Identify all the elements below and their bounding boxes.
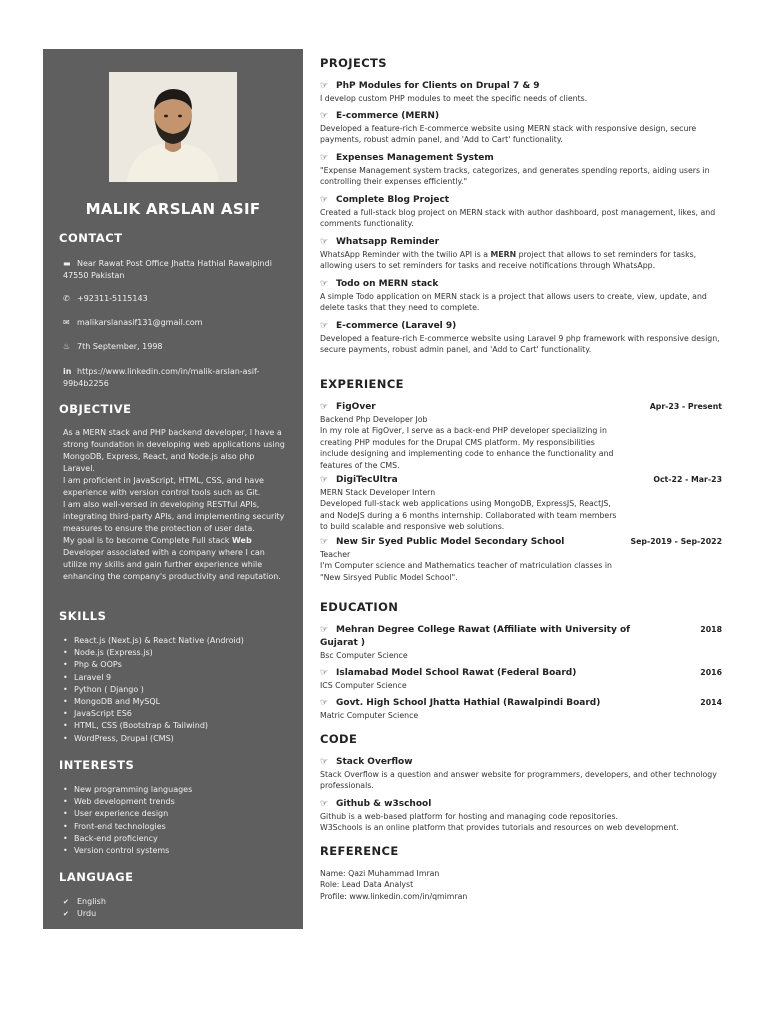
project-title: E-commerce (Laravel 9) (336, 321, 457, 331)
experience-role: Backend Php Developer Job (320, 415, 428, 424)
experience-description: In my role at FigOver, I serve as a back-end PHP developer specializing in creating PHP modules for the Drupal CMS platform. My responsibilities include designing and implementing code to enhance the functionality and features of the CMS. (320, 426, 614, 470)
project-title: Todo on MERN stack (336, 279, 439, 289)
experience-item (320, 401, 722, 471)
project-description: "Expense Management system tracks, categorizes, and generates spending reports, aiding users in controlling their expenses efficiently." (320, 166, 710, 187)
contact-phone (63, 293, 288, 305)
contact-heading: CONTACT (59, 231, 123, 245)
project-description: Developed a feature-rich E-commerce website using MERN stack with responsive design, secure payments, robust admin panel, and 'Add to Cart' functionality. (320, 124, 697, 145)
project-item (320, 110, 722, 146)
objective-paragraph: As a MERN stack and PHP backend developer, I have a strong foundation in developing web applications using MongoDB, Express, React, and Node.js also php Laravel. (63, 428, 285, 473)
pointing-hand-icon: ☞ (320, 153, 329, 163)
code-heading: CODE (320, 732, 358, 746)
education-degree: Bsc Computer Science (320, 651, 408, 660)
experience-date: Apr-23 - Present (649, 402, 722, 411)
project-title: Complete Blog Project (336, 195, 450, 205)
project-item (320, 194, 722, 230)
experience-company: FigOver (336, 402, 376, 412)
education-item (320, 667, 722, 691)
objective-goal-text: My goal is to become Complete Full stack (63, 536, 232, 545)
code-description: Stack Overflow is a question and answer website for programmers, developers, and other technology professionals. (320, 770, 717, 791)
contact-linkedin[interactable] (63, 366, 288, 390)
code-item (320, 756, 722, 792)
objective-paragraph (63, 535, 285, 583)
project-item (320, 278, 722, 314)
reference-profile[interactable]: Profile: www.linkedin.com/in/qmimran (320, 891, 468, 901)
code-description: W3Schools is an online platform that provides tutorials and resources on web development. (320, 823, 679, 833)
list-item: • Back-end proficiency (63, 833, 288, 845)
list-item: • WordPress, Drupal (CMS) (63, 733, 288, 745)
objective-goal-text-rest: Developer associated with a company where I can utilize my skills and gain further experience while enhancing the company's productivity and reputation. (63, 548, 281, 581)
experience-date: Oct-22 - Mar-23 (653, 475, 722, 484)
pointing-hand-icon: ☞ (320, 475, 329, 485)
list-item: • React.js (Next.js) & React Native (Android) (63, 635, 288, 647)
experience-item (320, 536, 722, 583)
project-title: PhP Modules for Clients on Drupal 7 & 9 (336, 81, 540, 91)
list-item: • Front-end technologies (63, 821, 288, 833)
objective-paragraph: I am also well-versed in developing RESTful APIs, integrating third-party APIs, and implementing security measures to ensure the protection of user data. (63, 500, 285, 533)
objective-text (63, 427, 285, 583)
profile-name: MALIK ARSLAN ASIF (85, 200, 261, 218)
education-year: 2018 (700, 625, 722, 634)
skills-list (63, 635, 288, 745)
pointing-hand-icon: ☞ (320, 757, 329, 767)
objective-paragraph: I am proficient in JavaScript, HTML, CSS, and have experience with version control tools such as Git. (63, 476, 264, 497)
experience-description: Developed full-stack web applications using MongoDB, ExpressJS, ReactJS, and NodeJS during a 6 months internship. Collaborated with team members to build scalable and responsive web solutions. (320, 499, 617, 532)
contact-email[interactable] (63, 317, 288, 329)
experience-company: New Sir Syed Public Model Secondary School (336, 537, 565, 547)
reference-heading: REFERENCE (320, 844, 399, 858)
experience-role: Teacher (320, 550, 351, 559)
project-item (320, 80, 722, 104)
interests-list (63, 784, 288, 857)
pointing-hand-icon: ☞ (320, 402, 329, 412)
pointing-hand-icon: ☞ (320, 111, 329, 121)
phone-icon: ✆ (63, 294, 70, 303)
pointing-hand-icon: ☞ (320, 698, 329, 708)
pointing-hand-icon: ☞ (320, 81, 329, 91)
language-list (63, 896, 288, 920)
pointing-hand-icon: ☞ (320, 799, 329, 809)
linkedin-icon: in (63, 367, 72, 376)
project-description (320, 249, 722, 272)
reference-role: Role: Lead Data Analyst (320, 880, 414, 890)
phone-text: +92311-5115143 (77, 294, 148, 303)
education-school: Islamabad Model School Rawat (Federal Board) (336, 668, 577, 678)
list-item: • JavaScript ES6 (63, 708, 288, 720)
project-title: Whatsapp Reminder (336, 237, 440, 247)
email-text[interactable]: malikarslanasif131@gmail.com (77, 318, 203, 327)
education-heading: EDUCATION (320, 600, 399, 614)
pointing-hand-icon: ☞ (320, 537, 329, 547)
project-description: I develop custom PHP modules to meet the specific needs of clients. (320, 94, 588, 103)
experience-item (320, 474, 722, 533)
education-year: 2016 (700, 668, 722, 677)
code-item (320, 798, 722, 834)
experience-company: DigiTecUltra (336, 475, 398, 485)
project-description: Developed a feature-rich E-commerce website using Laravel 9 php framework with responsive design, secure payments, robust admin panel, and 'Add to Cart' functionality. (320, 334, 720, 355)
list-item: • Node.js (Express.js) (63, 647, 288, 659)
list-item: • Web development trends (63, 796, 288, 808)
list-item: • User experience design (63, 808, 288, 820)
project-desc-text: WhatsApp Reminder with the twilio API is a (320, 250, 491, 259)
profile-photo (109, 72, 237, 182)
portrait-image (109, 72, 237, 182)
list-item: • Php & OOPs (63, 659, 288, 671)
birthday-cake-icon: ♨ (63, 342, 71, 351)
education-item (320, 624, 722, 661)
pointing-hand-icon: ☞ (320, 195, 329, 205)
list-item: • Python ( Django ) (63, 684, 288, 696)
list-item: ✔ English (63, 896, 288, 908)
pointing-hand-icon: ☞ (320, 625, 329, 635)
list-item: ✔ Urdu (63, 908, 288, 920)
address-card-icon: ▬ (63, 259, 71, 268)
project-desc-bold: MERN (490, 250, 517, 259)
interests-heading: INTERESTS (59, 758, 135, 772)
contact-address (63, 258, 288, 282)
envelope-icon: ✉ (63, 318, 70, 327)
project-item (320, 236, 722, 272)
experience-description: I'm Computer science and Mathematics teacher of matriculation classes in "New Sirsyed Public Model School". (320, 561, 612, 582)
reference-name: Name: Qazi Muhammad Imran (320, 869, 440, 878)
list-item: • New programming languages (63, 784, 288, 796)
code-title: Github & w3school (336, 799, 432, 809)
objective-heading: OBJECTIVE (59, 402, 132, 416)
reference-block (320, 868, 722, 902)
experience-role: MERN Stack Developer Intern (320, 488, 436, 497)
project-title: E-commerce (MERN) (336, 111, 440, 121)
education-school: Govt. High School Jhatta Hathial (Rawalpindi Board) (336, 698, 601, 708)
linkedin-text[interactable]: https://www.linkedin.com/in/malik-arslan-asif-99b4b2256 (63, 367, 260, 388)
sidebar (43, 49, 303, 929)
pointing-hand-icon: ☞ (320, 321, 329, 331)
experience-date: Sep-2019 - Sep-2022 (630, 537, 722, 546)
objective-goal-bold: Web (231, 536, 252, 545)
project-desc-text-rest: project that allows to set reminders for tasks, allowing users to set reminders for tasks and receive notifications through WhatsApp. (320, 250, 697, 271)
list-item: • Laravel 9 (63, 672, 288, 684)
project-title: Expenses Management System (336, 153, 494, 163)
skills-heading: SKILLS (59, 609, 107, 623)
education-degree: Matric Computer Science (320, 711, 419, 720)
code-title: Stack Overflow (336, 757, 413, 767)
education-degree: ICS Computer Science (320, 681, 407, 690)
pointing-hand-icon: ☞ (320, 237, 329, 247)
contact-dob (63, 341, 288, 353)
dob-text: 7th September, 1998 (77, 342, 163, 351)
experience-heading: EXPERIENCE (320, 377, 404, 391)
pointing-hand-icon: ☞ (320, 668, 329, 678)
project-item (320, 320, 722, 356)
list-item: • MongoDB and MySQL (63, 696, 288, 708)
projects-heading: PROJECTS (320, 56, 387, 70)
education-item (320, 697, 722, 721)
address-text: Near Rawat Post Office Jhatta Hathial Rawalpindi 47550 Pakistan (63, 259, 272, 280)
code-description: Github is a web-based platform for hosting and managing code repositories. (320, 812, 618, 821)
project-description: A simple Todo application on MERN stack is a project that allows users to create, view, update, and delete tasks that they need to complete. (320, 292, 707, 313)
pointing-hand-icon: ☞ (320, 279, 329, 289)
education-school: Mehran Degree College Rawat (Affiliate with University of Gujarat ) (320, 625, 631, 648)
list-item: • Version control systems (63, 845, 288, 857)
education-year: 2014 (700, 698, 722, 707)
project-item (320, 152, 722, 188)
project-description: Created a full-stack blog project on MERN stack with author dashboard, post management, likes, and comments functionality. (320, 208, 716, 229)
list-item: • HTML, CSS (Bootstrap & Tailwind) (63, 720, 288, 732)
language-heading: LANGUAGE (59, 870, 134, 884)
